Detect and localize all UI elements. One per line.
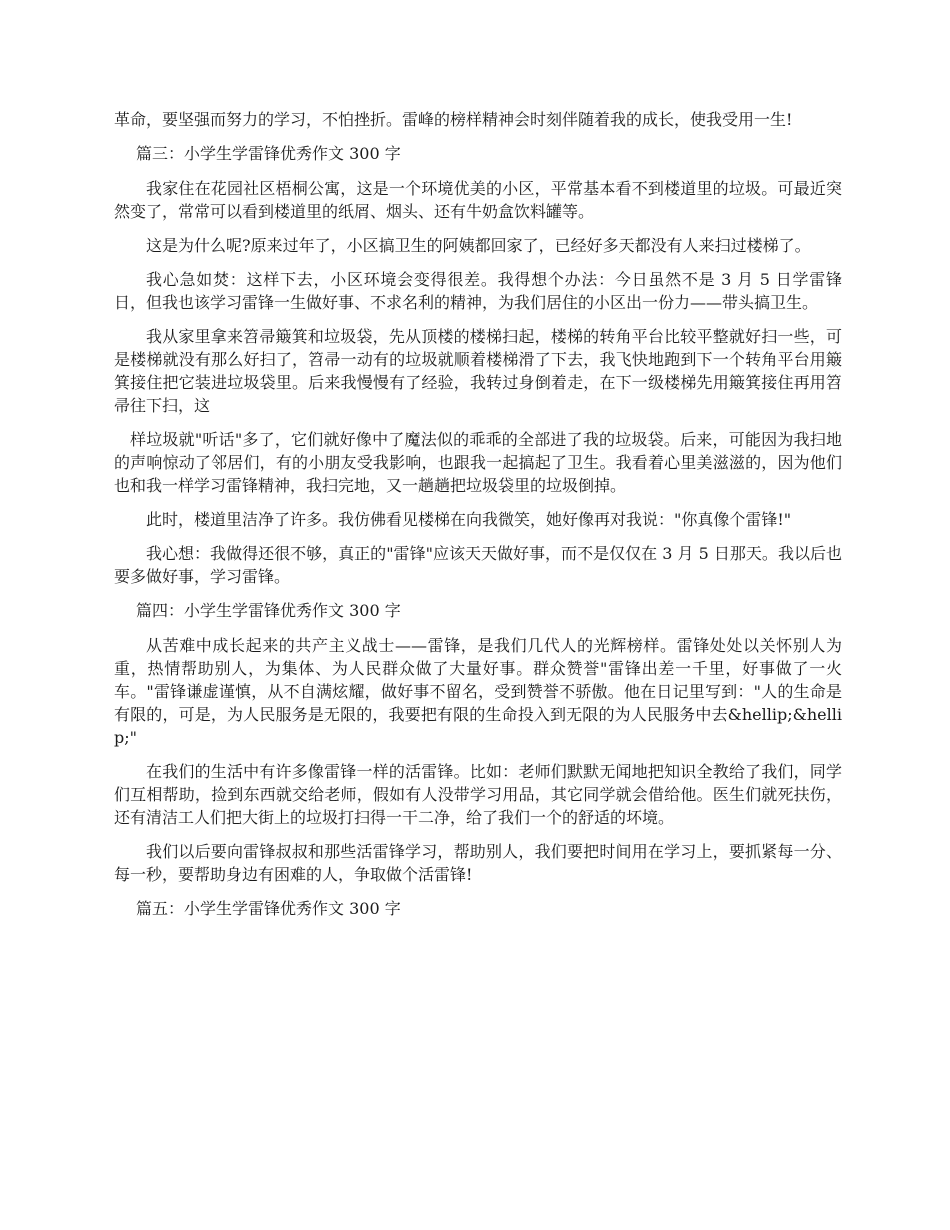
paragraph: 这是为什么呢?原来过年了，小区搞卫生的阿姨都回家了，已经好多天都没有人来扫过楼梯了。 <box>146 236 811 255</box>
paragraph-intro-continued: 革命，要坚强而努力的学习，不怕挫折。雷峰的榜样精神会时刻伴随着我的成长，使我受用一生! <box>114 110 793 129</box>
paragraph: 我从家里拿来笤帚簸箕和垃圾袋，先从顶楼的楼梯扫起，楼梯的转角平台比较平整就好扫一些，可是楼梯就没有那么好扫了，笤帚一动有的垃圾就顺着楼梯滑了下去，我飞快地跑到下一个转角平台用簸箕接住把它装进垃圾袋里。后来我慢慢有了经验，我转过身倒着走，在下一级楼梯先用簸箕接住再用笤帚往下扫，这 <box>114 327 842 415</box>
paragraph: 从苦难中成长起来的共产主义战士——雷锋，是我们几代人的光辉榜样。雷锋处处以关怀别人为重，热情帮助别人，为集体、为人民群众做了大量好事。群众赞誉"雷锋出差一千里，好事做了一火车。"雷锋谦虚谨慎，从不自满炫耀，做好事不留名，受到赞誉不骄傲。他在日记里写到："人的生命是有限的，可是，为人民服务是无限的，我要把有限的生命投入到无限的为人民服务中去&hellip;&hellip;" <box>114 636 842 747</box>
paragraph: 样垃圾就"听话"多了，它们就好像中了魔法似的乖乖的全部进了我的垃圾袋。后来，可能因为我扫地的声响惊动了邻居们，有的小朋友受我影响，也跟我一起搞起了卫生。我看着心里美滋滋的，因为他们也和我一样学习雷锋精神，我扫完地，又一趟趟把垃圾袋里的垃圾倒掉。 <box>114 430 842 495</box>
section-heading-3: 篇三：小学生学雷锋优秀作文 300 字 <box>136 144 401 163</box>
paragraph: 我家住在花园社区梧桐公寓，这是一个环境优美的小区，平常基本看不到楼道里的垃圾。可最近突然变了，常常可以看到楼道里的纸屑、烟头、还有牛奶盒饮料罐等。 <box>114 179 842 221</box>
document-page <box>114 108 842 932</box>
section-heading-5: 篇五：小学生学雷锋优秀作文 300 字 <box>136 899 401 918</box>
paragraph: 在我们的生活中有许多像雷锋一样的活雷锋。比如：老师们默默无闻地把知识全教给了我们，同学们互相帮助，捡到东西就交给老师，假如有人没带学习用品，其它同学就会借给他。医生们就死扶伤，还有清洁工人们把大街上的垃圾打扫得一干二净，给了我们一个的舒适的坏境。 <box>114 762 842 827</box>
paragraph: 此时，楼道里洁净了许多。我仿佛看见楼梯在向我微笑，她好像再对我说："你真像个雷锋!" <box>146 510 792 529</box>
paragraph: 我心急如焚：这样下去，小区环境会变得很差。我得想个办法：今日虽然不是 3 月 5 日学雷锋日，但我也该学习雷锋一生做好事、不求名利的精神，为我们居住的小区出一份力——带头搞卫生。 <box>114 270 842 312</box>
section-heading-4: 篇四：小学生学雷锋优秀作文 300 字 <box>136 601 401 620</box>
paragraph: 我心想：我做得还很不够，真正的"雷锋"应该天天做好事，而不是仅仅在 3 月 5 日那天。我以后也要多做好事，学习雷锋。 <box>114 544 842 586</box>
paragraph: 我们以后要向雷锋叔叔和那些活雷锋学习，帮助别人，我们要把时间用在学习上，要抓紧每一分、每一秒，要帮助身边有困难的人，争取做个活雷锋! <box>114 842 842 884</box>
